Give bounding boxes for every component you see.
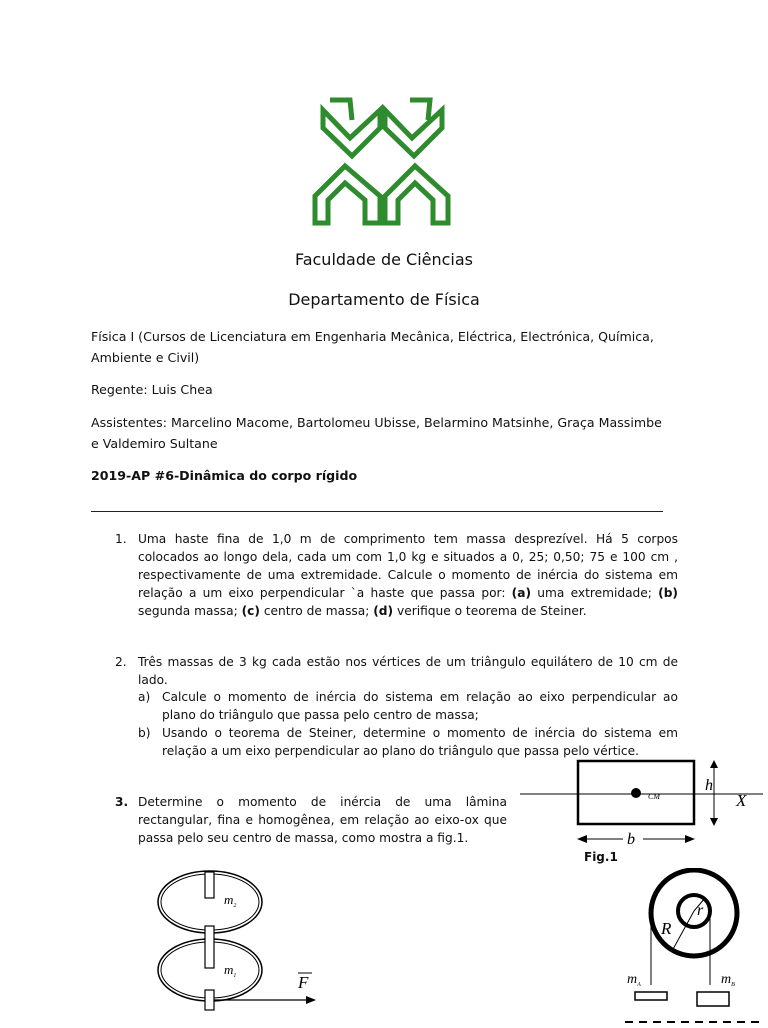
sheet-title: 2019-AP #6-Dinâmica do corpo rígido xyxy=(91,468,358,483)
faculty-title: Faculdade de Ciências xyxy=(294,250,474,269)
mB-label: $m_B$ xyxy=(721,972,735,988)
R-label: R xyxy=(661,919,672,938)
force-label: F xyxy=(298,973,309,992)
regent-line: Regente: Luis Chea xyxy=(91,382,213,397)
question-2-number: 2. xyxy=(115,655,127,669)
separator-line xyxy=(91,511,663,512)
question-3-text: Determine o momento de inércia de uma lâmina rectangular, fina e homogênea, em relação ao eixo-ox que passa pelo seu centro de massa, como mostra a fig.1. xyxy=(138,795,507,845)
mA-label: $m_A$ xyxy=(627,972,641,988)
question-2b-text: Usando o teorema de Steiner, determine o momento de inércia do sistema em relação a um eixo perpendicular ao plano do triângulo que passa pelo vértice. xyxy=(162,726,678,758)
question-1-number: 1. xyxy=(115,532,127,546)
h-label: h xyxy=(705,777,713,794)
m2-label: $m_2$ xyxy=(224,892,237,909)
figure-1-caption: Fig.1 xyxy=(584,850,618,864)
university-logo xyxy=(290,88,475,233)
cm-label: CM xyxy=(648,792,660,801)
b-label: b xyxy=(627,831,635,848)
question-2a-label: a) xyxy=(138,690,151,704)
question-2a-text: Calcule o momento de inércia do sistema em relação ao eixo perpendicular ao plano do triângulo que passa pelo centro de massa; xyxy=(162,690,678,722)
figure-pulley xyxy=(615,868,768,1024)
assistants-line: Assistentes: Marcelino Macome, Bartolomeu Ubisse, Belarmino Matsinhe, Graça Massimbe e Valdemiro Sultane xyxy=(91,415,662,451)
r-label: r xyxy=(697,902,704,919)
m1-label: $m_1$ xyxy=(224,962,237,979)
course-info: Física I (Cursos de Licenciatura em Engenharia Mecânica, Eléctrica, Electrónica, Química, Ambiente e Civil) xyxy=(91,329,654,365)
figure-1-rectangle xyxy=(515,752,765,867)
x-axis-label: X xyxy=(736,791,747,810)
question-2-text: Três massas de 3 kg cada estão nos vértices de um triângulo equilátero de 10 cm de lado. xyxy=(138,655,678,687)
question-2b-label: b) xyxy=(138,726,151,740)
figure-rings xyxy=(150,868,330,1024)
question-1-text: Uma haste fina de 1,0 m de comprimento tem massa desprezível. Há 5 corpos colocados ao longo dela, cada um com 1,0 kg e situados a 0, 25; 0,50; 75 e 100 cm , respectivamente de uma extremidade. Calcule o momento de inércia do sistema em relação a um eixo perpendicular `a haste que passa por: (a) uma extremidade; (b) segunda massa; (c) centro de massa; (d) verifique o teorema de Steiner. xyxy=(138,532,678,618)
department-title: Departamento de Física xyxy=(288,290,480,309)
question-3-number: 3. xyxy=(115,795,129,809)
